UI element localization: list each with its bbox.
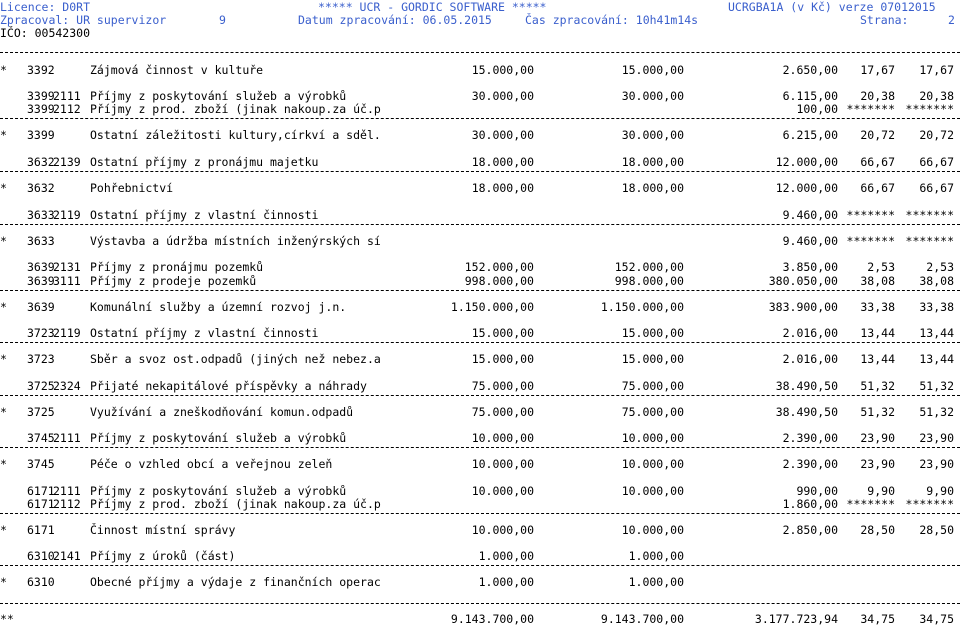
- table-row: [0, 431, 960, 445]
- row-text: Zájmová činnost v kultuře: [90, 63, 264, 77]
- separator-line: [0, 603, 960, 604]
- row-text: Přijaté nekapitálové příspěvky a náhrady: [90, 379, 367, 393]
- percent-adjusted: 9,90: [926, 484, 954, 498]
- row-text: Ostatní záležitosti kultury,církví a sděl.: [90, 128, 381, 142]
- percent-adjusted: 38,08: [919, 274, 954, 288]
- summary-marker: *: [0, 234, 7, 248]
- percent-approved: 51,32: [860, 379, 895, 393]
- item-code: 2112: [53, 102, 81, 116]
- percent-approved: 13,44: [860, 352, 895, 366]
- separator-line: [0, 290, 960, 291]
- percent-adjusted: 13,44: [919, 352, 954, 366]
- percent-approved: *******: [846, 497, 895, 511]
- actual-amount: 38.490,50: [775, 379, 838, 393]
- adjusted-budget: 10.000,00: [621, 457, 684, 471]
- percent-adjusted: *******: [905, 234, 954, 248]
- summary-marker: *: [0, 575, 7, 589]
- actual-amount: 9.460,00: [782, 234, 838, 248]
- adjusted-budget: 1.000,00: [628, 549, 684, 563]
- percent-adjusted: 23,90: [919, 431, 954, 445]
- percent-adjusted: *******: [905, 208, 954, 222]
- adjusted-budget: 30.000,00: [621, 89, 684, 103]
- table-row: [0, 326, 960, 340]
- percent-approved: 66,67: [860, 155, 895, 169]
- percent-approved: 20,38: [860, 89, 895, 103]
- actual-amount: 100,00: [796, 102, 838, 116]
- percent-approved: 13,44: [860, 326, 895, 340]
- row-text: Výstavba a údržba místních inženýrských sí: [90, 234, 381, 248]
- item-code: 2324: [53, 379, 81, 393]
- adjusted-budget: 18.000,00: [621, 155, 684, 169]
- adjusted-budget: 9.143.700,00: [600, 612, 684, 626]
- summary-marker: *: [0, 523, 7, 537]
- separator-line: [0, 447, 960, 448]
- actual-amount: 2.650,00: [782, 63, 838, 77]
- paragraph-code: 6171: [27, 497, 55, 511]
- adjusted-budget: 15.000,00: [621, 326, 684, 340]
- adjusted-budget: 152.000,00: [614, 260, 684, 274]
- processor-label: Zpracoval: UR supervizor: [0, 13, 167, 27]
- processing-date: Datum zpracování: 06.05.2015: [298, 13, 492, 27]
- paragraph-code: 3399: [27, 89, 55, 103]
- approved-budget: 152.000,00: [464, 260, 534, 274]
- percent-adjusted: 51,32: [919, 379, 954, 393]
- paragraph-code: 3632: [27, 181, 55, 195]
- item-code: 2112: [53, 497, 81, 511]
- paragraph-code: 3745: [27, 457, 55, 471]
- item-code: 2119: [53, 326, 81, 340]
- paragraph-code: 3745: [27, 431, 55, 445]
- paragraph-code: 6171: [27, 484, 55, 498]
- table-row: [0, 102, 960, 116]
- percent-approved: 66,67: [860, 181, 895, 195]
- page-number: 2: [948, 13, 955, 27]
- summary-marker: *: [0, 181, 7, 195]
- percent-approved: 23,90: [860, 431, 895, 445]
- table-row: [0, 89, 960, 103]
- adjusted-budget: 18.000,00: [621, 181, 684, 195]
- actual-amount: 2.850,00: [782, 523, 838, 537]
- row-text: Příjmy z prodeje pozemků: [90, 274, 257, 288]
- paragraph-code: 3723: [27, 352, 55, 366]
- percent-approved: *******: [846, 102, 895, 116]
- adjusted-budget: 10.000,00: [621, 484, 684, 498]
- ico-label: IČO: 00542300: [0, 26, 91, 40]
- row-text: Příjmy z úroků (část): [90, 549, 236, 563]
- actual-amount: 2.390,00: [782, 457, 838, 471]
- percent-approved: *******: [846, 234, 895, 248]
- percent-approved: 9,90: [867, 484, 895, 498]
- table-row: [0, 155, 960, 169]
- table-row: [0, 260, 960, 274]
- approved-budget: 10.000,00: [471, 431, 534, 445]
- approved-budget: 10.000,00: [471, 457, 534, 471]
- row-text: Komunální služby a územní rozvoj j.n.: [90, 300, 347, 314]
- approved-budget: 1.000,00: [478, 549, 534, 563]
- summary-row: [0, 63, 960, 77]
- separator-line: [0, 224, 960, 225]
- licence-label: Licence: D0RT: [0, 0, 91, 14]
- summary-row: [0, 234, 960, 248]
- actual-amount: 12.000,00: [775, 155, 838, 169]
- actual-amount: 2.390,00: [782, 431, 838, 445]
- separator-line: [0, 565, 960, 566]
- paragraph-code: 3633: [27, 234, 55, 248]
- paragraph-code: 3399: [27, 102, 55, 116]
- actual-amount: 3.850,00: [782, 260, 838, 274]
- percent-adjusted: 66,67: [919, 181, 954, 195]
- approved-budget: 10.000,00: [471, 523, 534, 537]
- table-row: [0, 549, 960, 563]
- actual-amount: 38.490,50: [775, 405, 838, 419]
- table-row: [0, 484, 960, 498]
- separator-line: [0, 513, 960, 514]
- summary-marker: *: [0, 352, 7, 366]
- row-text: Sběr a svoz ost.odpadů (jiných než nebez.a: [90, 352, 381, 366]
- separator-line: [0, 118, 960, 119]
- row-text: Příjmy z poskytování služeb a výrobků: [90, 89, 347, 103]
- actual-amount: 12.000,00: [775, 181, 838, 195]
- approved-budget: 1.000,00: [478, 575, 534, 589]
- row-text: Pohřebnictví: [90, 181, 174, 195]
- summary-row: [0, 405, 960, 419]
- table-row: [0, 208, 960, 222]
- paragraph-code: 3632: [27, 155, 55, 169]
- adjusted-budget: 15.000,00: [621, 63, 684, 77]
- summary-row: [0, 181, 960, 195]
- summary-marker: *: [0, 405, 7, 419]
- item-code: 2139: [53, 155, 81, 169]
- row-text: Příjmy z pronájmu pozemků: [90, 260, 264, 274]
- actual-amount: 6.115,00: [782, 89, 838, 103]
- approved-budget: 75.000,00: [471, 405, 534, 419]
- percent-adjusted: *******: [905, 497, 954, 511]
- adjusted-budget: 30.000,00: [621, 128, 684, 142]
- percent-approved: 38,08: [860, 274, 895, 288]
- approved-budget: 15.000,00: [471, 326, 534, 340]
- paragraph-code: 3399: [27, 128, 55, 142]
- actual-amount: 383.900,00: [768, 300, 838, 314]
- row-text: Příjmy z poskytování služeb a výrobků: [90, 431, 347, 445]
- item-code: 2141: [53, 549, 81, 563]
- grand-total-row: [0, 612, 960, 626]
- percent-adjusted: 33,38: [919, 300, 954, 314]
- paragraph-code: 3725: [27, 379, 55, 393]
- row-text: Obecné příjmy a výdaje z finančních operac: [90, 575, 381, 589]
- row-text: Příjmy z poskytování služeb a výrobků: [90, 484, 347, 498]
- percent-approved: 51,32: [860, 405, 895, 419]
- percent-approved: 28,50: [860, 523, 895, 537]
- approved-budget: 75.000,00: [471, 379, 534, 393]
- approved-budget: 9.143.700,00: [450, 612, 534, 626]
- system-label: ***** UCR - GORDIC SOFTWARE *****: [318, 0, 547, 14]
- actual-amount: 2.016,00: [782, 326, 838, 340]
- row-text: Ostatní příjmy z pronájmu majetku: [90, 155, 319, 169]
- approved-budget: 10.000,00: [471, 484, 534, 498]
- actual-amount: 990,00: [796, 484, 838, 498]
- page-label: Strana:: [860, 13, 909, 27]
- approved-budget: 15.000,00: [471, 63, 534, 77]
- approved-budget: 18.000,00: [471, 181, 534, 195]
- separator-line: [0, 171, 960, 172]
- paragraph-code: 3639: [27, 274, 55, 288]
- item-code: 2111: [53, 484, 81, 498]
- summary-row: [0, 457, 960, 471]
- percent-approved: 2,53: [867, 260, 895, 274]
- approved-budget: 18.000,00: [471, 155, 534, 169]
- table-row: [0, 497, 960, 511]
- paragraph-code: 3639: [27, 300, 55, 314]
- percent-adjusted: 23,90: [919, 457, 954, 471]
- percent-adjusted: 20,38: [919, 89, 954, 103]
- report-header-line-1: [0, 0, 960, 14]
- paragraph-code: 3392: [27, 63, 55, 77]
- percent-adjusted: 66,67: [919, 155, 954, 169]
- row-text: Příjmy z prod. zboží (jinak nakoup.za úč.p: [90, 102, 381, 116]
- table-row: [0, 379, 960, 393]
- row-text: Využívání a zneškodňování komun.odpadů: [90, 405, 354, 419]
- summary-marker: *: [0, 457, 7, 471]
- row-text: Ostatní příjmy z vlastní činnosti: [90, 208, 319, 222]
- percent-adjusted: 34,75: [919, 612, 954, 626]
- report-header-line-2: [0, 13, 960, 27]
- paragraph-code: 3633: [27, 208, 55, 222]
- actual-amount: 1.860,00: [782, 497, 838, 511]
- report-code-label: UCRGBA1A (v Kč) verze 07012015: [728, 0, 936, 14]
- paragraph-code: 6171: [27, 523, 55, 537]
- adjusted-budget: 75.000,00: [621, 379, 684, 393]
- separator-line: [0, 52, 960, 53]
- processing-time: Čas zpracování: 10h41m14s: [525, 13, 699, 27]
- row-text: Příjmy z prod. zboží (jinak nakoup.za úč.p: [90, 497, 381, 511]
- actual-amount: 3.177.723,94: [754, 612, 838, 626]
- percent-adjusted: 2,53: [926, 260, 954, 274]
- percent-adjusted: 28,50: [919, 523, 954, 537]
- percent-approved: 20,72: [860, 128, 895, 142]
- item-code: 2131: [53, 260, 81, 274]
- percent-adjusted: 20,72: [919, 128, 954, 142]
- separator-line: [0, 342, 960, 343]
- percent-adjusted: 17,67: [919, 63, 954, 77]
- percent-approved: 23,90: [860, 457, 895, 471]
- summary-row: [0, 523, 960, 537]
- paragraph-code: 6310: [27, 549, 55, 563]
- adjusted-budget: 1.150.000,00: [600, 300, 684, 314]
- percent-approved: 34,75: [860, 612, 895, 626]
- row-text: Ostatní příjmy z vlastní činnosti: [90, 326, 319, 340]
- approved-budget: 30.000,00: [471, 128, 534, 142]
- actual-amount: 2.016,00: [782, 352, 838, 366]
- percent-adjusted: *******: [905, 102, 954, 116]
- adjusted-budget: 998.000,00: [614, 274, 684, 288]
- actual-amount: 9.460,00: [782, 208, 838, 222]
- summary-marker: *: [0, 128, 7, 142]
- summary-row: [0, 128, 960, 142]
- approved-budget: 15.000,00: [471, 352, 534, 366]
- summary-row: [0, 352, 960, 366]
- adjusted-budget: 1.000,00: [628, 575, 684, 589]
- actual-amount: 380.050,00: [768, 274, 838, 288]
- summary-marker: *: [0, 63, 7, 77]
- report-header-line-3: [0, 26, 960, 40]
- item-code: 2111: [53, 89, 81, 103]
- approved-budget: 998.000,00: [464, 274, 534, 288]
- approved-budget: 1.150.000,00: [450, 300, 534, 314]
- summary-row: [0, 300, 960, 314]
- item-code: 2111: [53, 431, 81, 445]
- percent-adjusted: 51,32: [919, 405, 954, 419]
- row-text: Činnost místní správy: [90, 523, 236, 537]
- adjusted-budget: 15.000,00: [621, 352, 684, 366]
- adjusted-budget: 10.000,00: [621, 431, 684, 445]
- paragraph-code: 3639: [27, 260, 55, 274]
- actual-amount: 6.215,00: [782, 128, 838, 142]
- item-code: 3111: [53, 274, 81, 288]
- summary-row: [0, 575, 960, 589]
- item-code: 2119: [53, 208, 81, 222]
- paragraph-code: 6310: [27, 575, 55, 589]
- adjusted-budget: 10.000,00: [621, 523, 684, 537]
- percent-approved: 33,38: [860, 300, 895, 314]
- adjusted-budget: 75.000,00: [621, 405, 684, 419]
- paragraph-code: 3725: [27, 405, 55, 419]
- paragraph-code: 3723: [27, 326, 55, 340]
- row-text: Péče o vzhled obcí a veřejnou zeleň: [90, 457, 333, 471]
- total-marker: **: [0, 612, 14, 626]
- percent-approved: *******: [846, 208, 895, 222]
- processor-number: 9: [219, 13, 226, 27]
- separator-line: [0, 395, 960, 396]
- table-row: [0, 274, 960, 288]
- approved-budget: 30.000,00: [471, 89, 534, 103]
- percent-adjusted: 13,44: [919, 326, 954, 340]
- summary-marker: *: [0, 300, 7, 314]
- percent-approved: 17,67: [860, 63, 895, 77]
